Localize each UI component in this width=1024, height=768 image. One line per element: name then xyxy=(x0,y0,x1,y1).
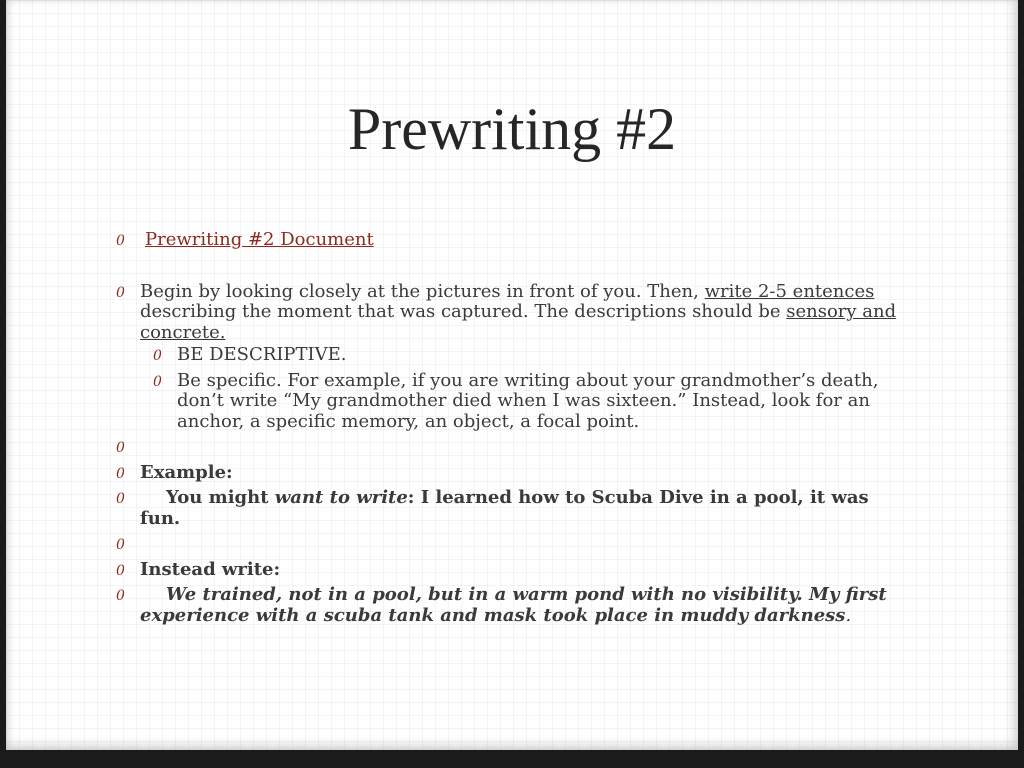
list-item xyxy=(116,560,906,581)
instead-label: Instead write: xyxy=(140,558,281,580)
example-part: You might xyxy=(166,487,275,508)
sub-item-text: Be specific. For example, if you are writing about your grandmother’s death, don’t write “My grandmother died when I was sixteen.” Instead, look for an anchor, a specific memory, an object, a focal point. xyxy=(177,369,879,432)
bullet-marker: 0 xyxy=(153,373,162,390)
bullet-marker: 0 xyxy=(116,284,125,301)
bullet-marker: 0 xyxy=(116,537,125,553)
instruction-underline: sensory and concrete. xyxy=(140,301,897,343)
list-item xyxy=(116,230,906,251)
slide-body xyxy=(116,230,906,631)
instruction-text xyxy=(140,281,896,343)
sub-list-item xyxy=(153,371,906,433)
example-text xyxy=(140,487,869,529)
list-item-empty xyxy=(116,437,906,458)
instruction-part: describing the moment that was captured. The descriptions should be xyxy=(140,301,787,322)
prewriting-document-link[interactable]: Prewriting #2 Document xyxy=(145,229,374,250)
sub-item-text: BE DESCRIPTIVE. xyxy=(177,344,347,365)
sub-list-item xyxy=(153,345,906,366)
instruction-part: Begin by looking closely at the pictures in front of you. Then, xyxy=(140,280,705,302)
example-label: Example: xyxy=(140,461,233,483)
bullet-marker: 0 xyxy=(116,588,125,604)
bullet-marker: 0 xyxy=(116,465,125,482)
list-item-empty xyxy=(116,534,906,555)
instead-emphasis: We trained, not in a pool, but in a warm pond with no visibility. My first experience with a scuba tank and mask took place in muddy darkness xyxy=(140,584,887,626)
bullet-marker: 0 xyxy=(116,562,125,579)
example-emphasis: want to write xyxy=(274,487,408,508)
example-part: : I learned how to Scuba Dive in a pool, it was fun. xyxy=(140,487,869,529)
bullet-marker: 0 xyxy=(116,440,125,456)
list-item xyxy=(116,585,906,626)
spacer xyxy=(116,256,906,277)
instruction-underline: write 2-5 entences xyxy=(704,280,875,302)
instead-period: . xyxy=(845,604,852,626)
bullet-marker: 0 xyxy=(116,491,125,507)
slide-title: Prewriting #2 xyxy=(347,96,677,162)
slide xyxy=(6,0,1018,750)
list-item xyxy=(116,488,906,529)
bullet-marker: 0 xyxy=(153,348,162,364)
list-item xyxy=(116,282,906,344)
list-item xyxy=(116,463,906,484)
bullet-marker: 0 xyxy=(116,233,125,249)
instead-text xyxy=(140,584,887,626)
